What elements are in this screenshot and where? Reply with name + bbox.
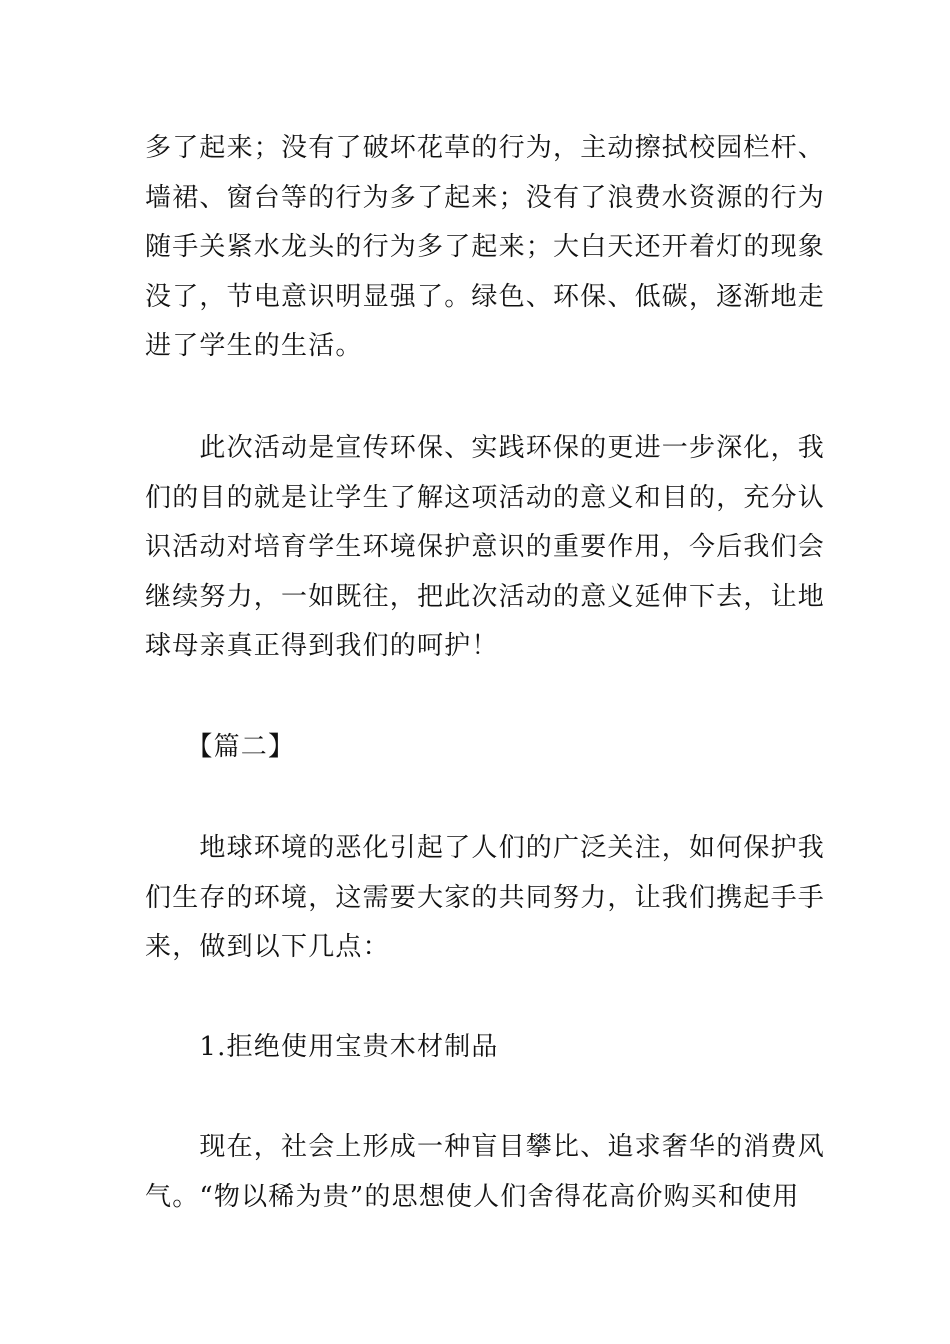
text-line: 们生存的环境，这需要大家的共同努力，让我们携起手手 — [145, 882, 826, 913]
list-item-text: 1.拒绝使用宝贵木材制品 — [145, 1032, 499, 1062]
text-line: 识活动对培育学生环境保护意识的重要作用，今后我们会 — [145, 532, 826, 562]
paragraph-activity-conclusion — [145, 424, 826, 672]
paragraph-environmental-behavior — [145, 124, 826, 372]
text-line: 们的目的就是让学生了解这项活动的意义和目的，充分认 — [145, 482, 826, 513]
text-line: 继续努力，一如既往，把此次活动的意义延伸下去，让地 — [145, 581, 826, 612]
text-line: 地球环境的恶化引起了人们的广泛关注，如何保护我 — [145, 833, 826, 863]
text-line: 球母亲真正得到我们的呵护！ — [145, 631, 499, 661]
text-line: 没了，节电意识明显强了。绿色、环保、低碳，逐渐地走 — [145, 281, 826, 312]
text-line: 进了学生的生活。 — [145, 331, 363, 361]
text-line: 来，做到以下几点： — [145, 932, 390, 962]
text-line: 随手关紧水龙头的行为多了起来；大白天还开着灯的现象 — [145, 232, 826, 262]
list-item-reject-precious-wood — [145, 1023, 810, 1073]
paragraph-consumption-trend — [145, 1123, 826, 1222]
text-line: 气。“物以稀为贵”的思想使人们舍得花高价购买和使用 — [145, 1181, 800, 1212]
text-line: 现在，社会上形成一种盲目攀比、追求奢华的消费风 — [145, 1132, 826, 1162]
text-line: 多了起来；没有了破坏花草的行为，主动擦拭校园栏杆、 — [145, 133, 826, 163]
section-heading — [145, 723, 810, 773]
section-heading-text: 【篇二】 — [145, 732, 296, 762]
text-line: 此次活动是宣传环保、实践环保的更进一步深化，我 — [145, 433, 826, 463]
text-line: 墙裙、窗台等的行为多了起来；没有了浪费水资源的行为 — [145, 182, 826, 213]
paragraph-earth-environment — [145, 824, 826, 973]
